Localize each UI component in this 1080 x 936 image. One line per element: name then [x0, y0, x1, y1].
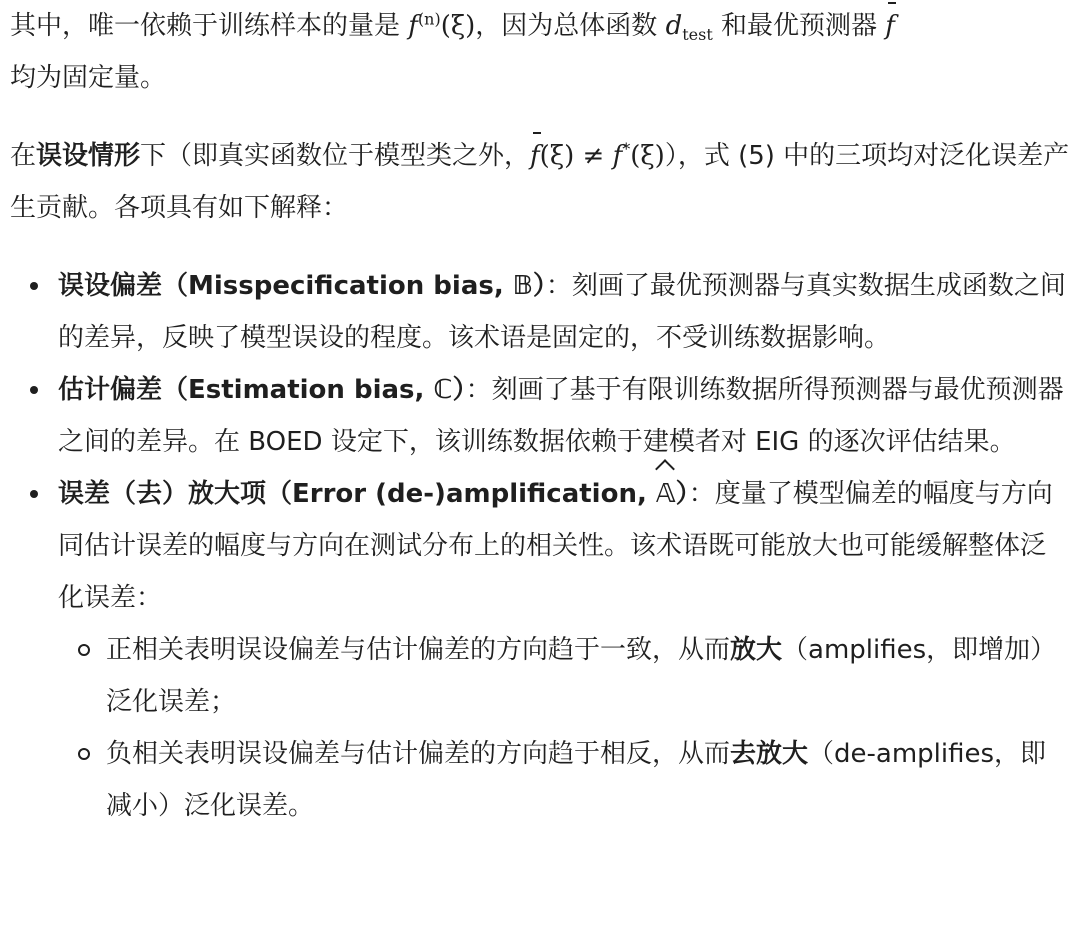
text-segment: 负相关表明误设偏差与估计偏差的方向趋于相反，从而 [106, 739, 731, 769]
math-f-bar: f [530, 130, 540, 182]
math-d-test [665, 11, 713, 45]
paragraph-misspecified [10, 130, 1070, 234]
math-sup-star: * [622, 139, 631, 159]
math-f-n-xi [408, 11, 475, 41]
bold-term: 放大 [730, 635, 783, 665]
text-segment: 正相关表明误设偏差与估计偏差的方向趋于一致，从而 [106, 635, 731, 665]
bold-term-end: ） [532, 271, 546, 301]
sub-list [58, 624, 1070, 832]
text-segment: 和最优预测器 [712, 11, 886, 41]
text-segment: 下（即真实函数位于模型类之外， [140, 141, 531, 171]
math-sup-n: (n) [417, 9, 441, 29]
bold-term-end: ） [675, 479, 689, 509]
sub-item-negative [58, 728, 1070, 832]
bold-term: 误设偏差（Misspecification bias, [58, 271, 513, 301]
math-xi-neq: (ξ) ≠ [539, 141, 613, 171]
math-f: f [408, 11, 418, 41]
text-segment: 在 [10, 141, 37, 171]
text-segment: ，因为总体函数 [475, 11, 666, 41]
list-item-misspecification [10, 260, 1070, 364]
item-description: ：度量了模型偏差的幅度与方向同估计误差的幅度与方向在测试分布上的相关性。该术语既可能放大也可能缓解整体泛化误差： [58, 479, 1053, 613]
symbol-B: 𝔹 [512, 271, 533, 301]
item-description: ：刻画了基于有限训练数据所得预测器与最优预测器之间的差异。在 BOED 设定下，该训练数据依赖于建模者对 EIG 的逐次评估结果。 [58, 375, 1064, 457]
math-xi: (ξ) [630, 141, 665, 171]
symbol-C: ℂ [433, 375, 453, 405]
math-xi: (ξ) [440, 11, 476, 41]
bold-term: 去放大 [730, 739, 809, 769]
bold-term-end: ） [452, 375, 466, 405]
text-segment: （de-amplifies，即减小）泛化误差。 [106, 739, 1047, 821]
paragraph-intro [10, 0, 1070, 104]
term-list [10, 260, 1070, 832]
math-sub-test: test [682, 25, 713, 45]
text-segment: 其中，唯一依赖于训练样本的量是 [10, 11, 409, 41]
text-segment: ），式 (5) 中的三项均对泛化误差产生贡献。各项具有如下解释： [10, 141, 1070, 223]
math-inequality [530, 141, 665, 171]
math-f: f [612, 141, 623, 171]
bold-term: 误差（去）放大项（Error (de-)amplification, [58, 479, 656, 509]
bold-term: 估计偏差（Estimation bias, [58, 375, 434, 405]
text-segment: （amplifies，即增加）泛化误差； [106, 635, 1057, 717]
list-item-estimation [10, 364, 1070, 468]
math-d: d [665, 11, 683, 41]
math-f-bar: f [885, 0, 895, 52]
sub-item-positive [58, 624, 1070, 728]
item-description: ：刻画了最优预测器与真实数据生成函数之间的差异，反映了模型误设的程度。该术语是固定的，不受训练数据影响。 [58, 271, 1066, 353]
list-item-amplification [10, 468, 1070, 832]
text-segment: 均为固定量。 [10, 63, 167, 93]
bold-term: 误设情形 [36, 141, 141, 171]
symbol-A-hat: 𝔸 [656, 468, 676, 520]
